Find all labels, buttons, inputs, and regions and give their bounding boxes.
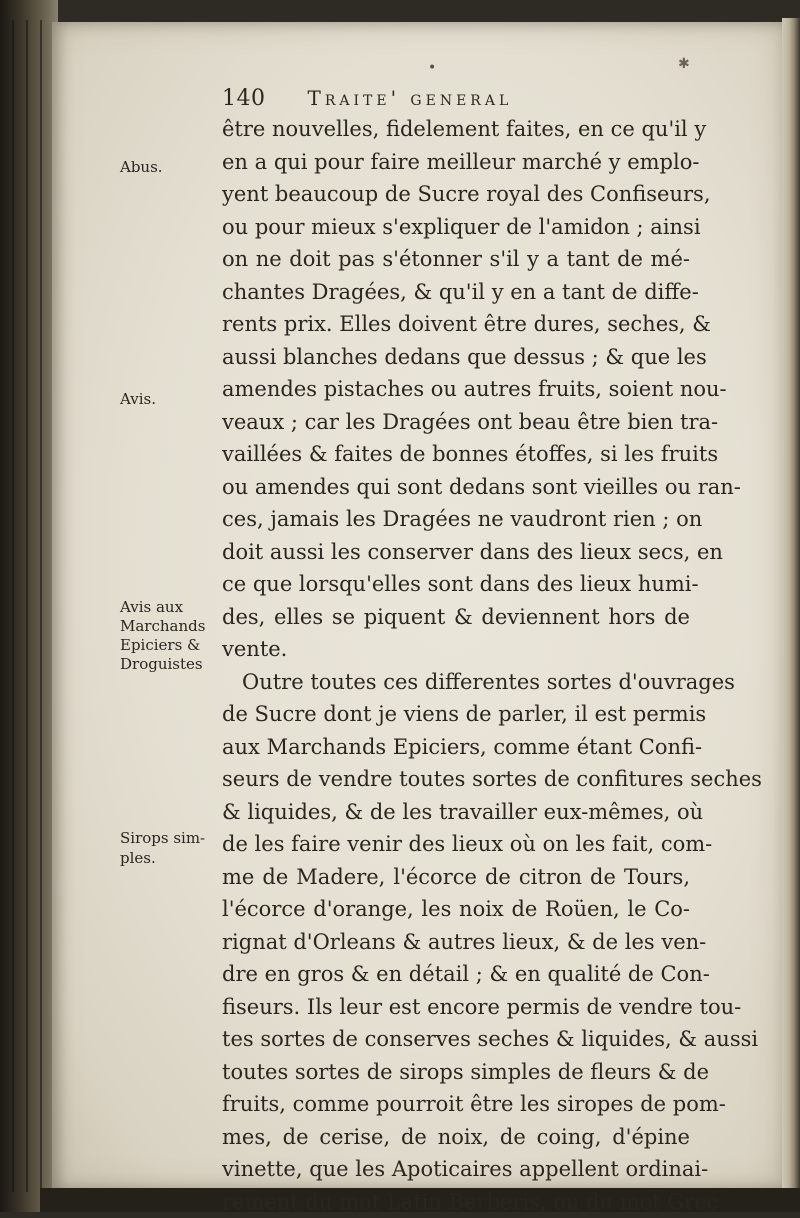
text-line: de les faire venir des lieux où on les fait, com- xyxy=(222,828,690,861)
text-line: aux Marchands Epiciers, comme étant Confi- xyxy=(222,731,690,764)
text-line: toutes sortes de sirops simples de fleurs & de xyxy=(222,1056,690,1089)
margin-note-line: Droguistes xyxy=(120,655,220,674)
text-line: rents prix. Elles doivent être dures, seches, & xyxy=(222,308,690,341)
text-line: rement du mot Latin Berberis, ou du mot Grec xyxy=(222,1186,690,1218)
margin-note-line: Abus. xyxy=(120,158,220,176)
binding-line xyxy=(40,20,42,1192)
body-text xyxy=(222,113,690,1218)
text-line: doit aussi les conserver dans des lieux secs, en xyxy=(222,536,690,569)
binding-line xyxy=(26,20,28,1192)
margin-note-line: Marchands xyxy=(120,617,220,636)
text-line: mes, de cerise, de noix, de coing, d'épine xyxy=(222,1121,690,1154)
margin-note-line: Sirops sim- xyxy=(120,828,220,848)
text-line: des, elles se piquent & deviennent hors de xyxy=(222,601,690,634)
text-line: tes sortes de conserves seches & liquides, & aussi xyxy=(222,1023,690,1056)
text-line: vente. xyxy=(222,633,690,666)
text-line: vinette, que les Apoticaires appellent ordinai- xyxy=(222,1153,690,1186)
text-line: rignat d'Orleans & autres lieux, & de les ven- xyxy=(222,926,690,959)
text-line: on ne doit pas s'étonner s'il y a tant de mé- xyxy=(222,243,690,276)
margin-note-line: Avis aux xyxy=(120,598,220,617)
ink-mark: ✱ xyxy=(678,56,690,72)
text-line: chantes Dragées, & qu'il y en a tant de diffe- xyxy=(222,276,690,309)
page-number: 140 xyxy=(222,86,266,111)
text-line: seurs de vendre toutes sortes de confitures seches xyxy=(222,763,690,796)
text-line: ces, jamais les Dragées ne vaudront rien ; on xyxy=(222,503,690,536)
margin-note-line: ples. xyxy=(120,848,220,868)
margin-note-line: Epiciers & xyxy=(120,636,220,655)
margin-note-avis xyxy=(120,390,220,408)
text-line: dre en gros & en détail ; & en qualité de Con- xyxy=(222,958,690,991)
running-head xyxy=(222,86,602,116)
text-line: l'écorce d'orange, les noix de Roüen, le Co- xyxy=(222,893,690,926)
running-title: Traite' general xyxy=(308,86,513,110)
page-edge xyxy=(782,18,800,1194)
text-line: aussi blanches dedans que dessus ; & que les xyxy=(222,341,690,374)
ink-dot: • xyxy=(428,60,436,76)
text-line: ou amendes qui sont dedans sont vieilles ou ran- xyxy=(222,471,690,504)
text-line: yent beaucoup de Sucre royal des Confiseurs, xyxy=(222,178,690,211)
text-line: fiseurs. Ils leur est encore permis de vendre tou- xyxy=(222,991,690,1024)
text-line: en a qui pour faire meilleur marché y emplo- xyxy=(222,146,690,179)
margin-note-line: Avis. xyxy=(120,390,220,408)
text-line: être nouvelles, fidelement faites, en ce qu'il y xyxy=(222,113,690,146)
book-binding xyxy=(0,0,58,1212)
text-line: fruits, comme pourroit être les siropes de pom- xyxy=(222,1088,690,1121)
text-line: & liquides, & de les travailler eux-mêmes, où xyxy=(222,796,690,829)
text-line: Outre toutes ces differentes sortes d'ouvrages xyxy=(222,666,690,699)
binding-line xyxy=(12,20,14,1192)
text-line: vaillées & faites de bonnes étoffes, si les fruits xyxy=(222,438,690,471)
margin-note-sirops xyxy=(120,828,220,868)
text-line: veaux ; car les Dragées ont beau être bien tra- xyxy=(222,406,690,439)
margin-note-avis-marchands xyxy=(120,598,220,674)
text-line: me de Madere, l'écorce de citron de Tours, xyxy=(222,861,690,894)
text-line: ou pour mieux s'expliquer de l'amidon ; ainsi xyxy=(222,211,690,244)
text-line: amendes pistaches ou autres fruits, soient nou- xyxy=(222,373,690,406)
text-line: de Sucre dont je viens de parler, il est permis xyxy=(222,698,690,731)
margin-note-abus xyxy=(120,158,220,176)
text-line: ce que lorsqu'elles sont dans des lieux humi- xyxy=(222,568,690,601)
